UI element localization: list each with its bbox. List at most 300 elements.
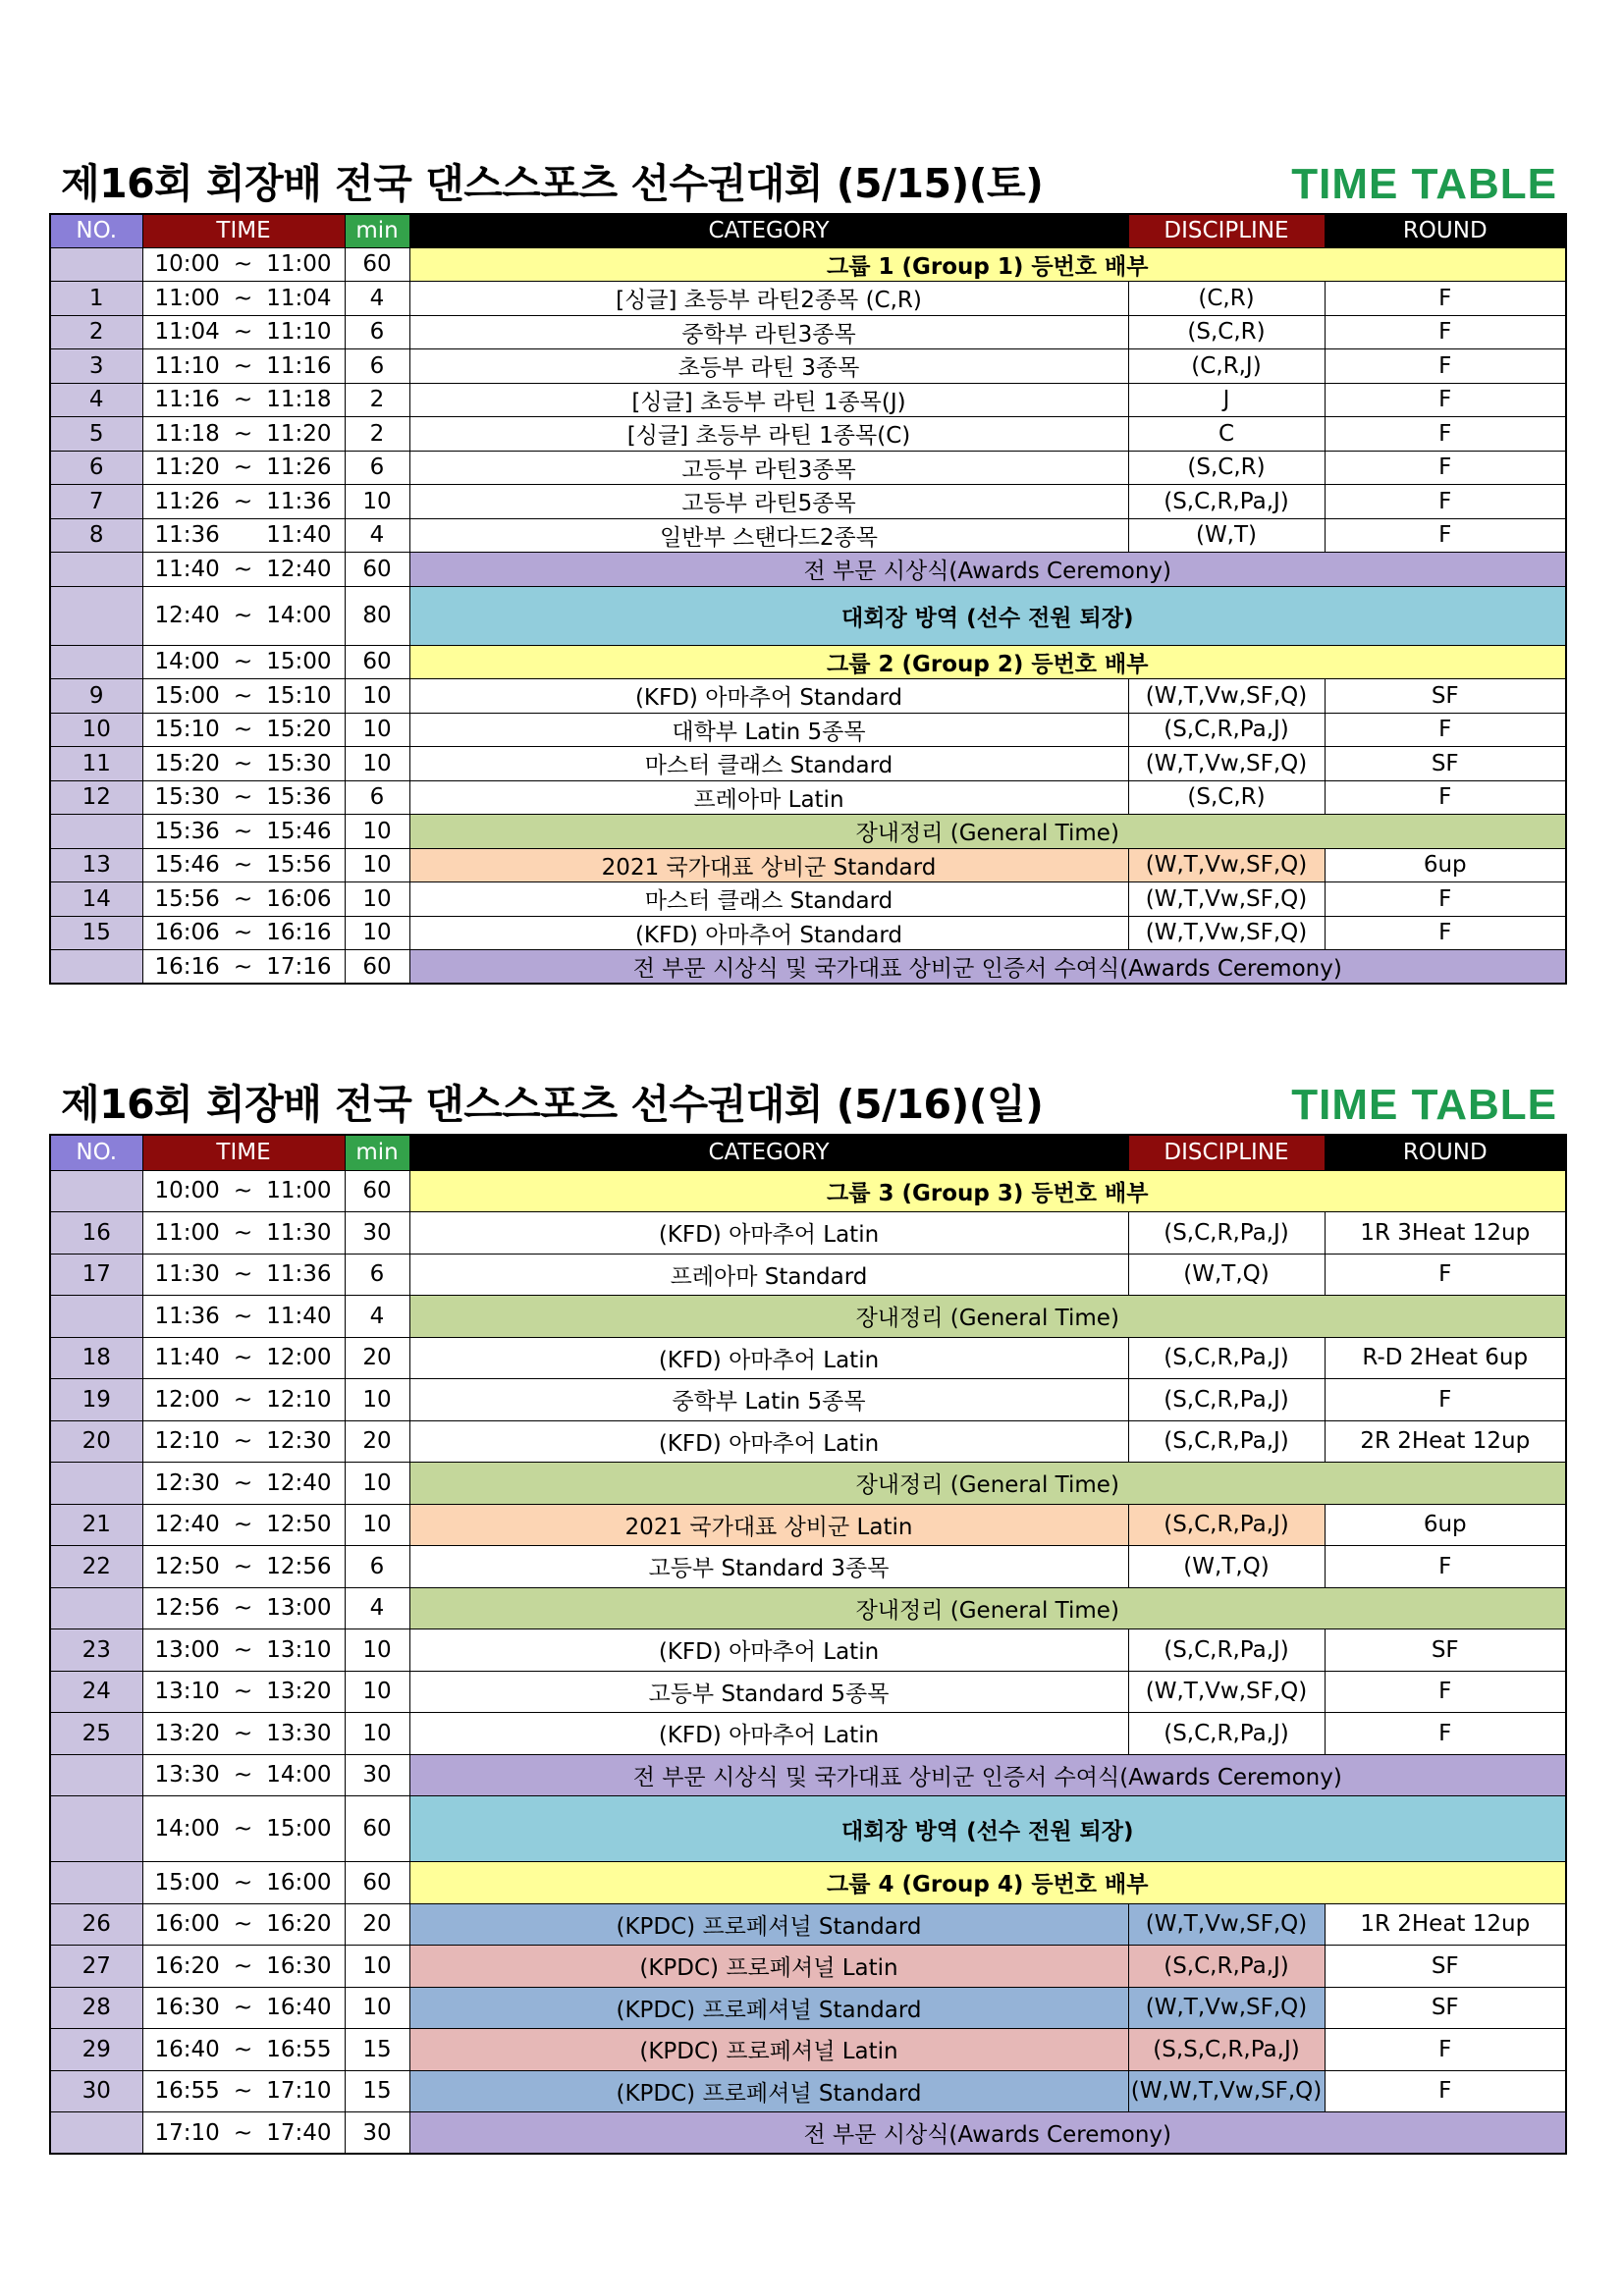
round: 1R 3Heat 12up [1325,1212,1566,1255]
minutes: 10 [345,679,409,714]
table-row [50,2029,1566,2071]
header-row [50,214,1566,247]
end-time: 11:18 [266,387,332,413]
start-time: 12:56 [154,1595,220,1622]
row-number: 22 [50,1546,142,1588]
round: F [1325,315,1566,349]
time-cell [142,1713,345,1755]
time-cell [142,451,345,485]
start-time: 11:20 [154,454,220,481]
minutes: 10 [345,1987,409,2029]
minutes: 10 [345,1379,409,1421]
start-time: 11:00 [154,1219,220,1246]
minutes: 60 [345,1796,409,1862]
minutes: 10 [345,882,409,917]
time-cell [142,1463,345,1505]
discipline: (S,C,R) [1128,315,1325,349]
round: SF [1325,679,1566,714]
end-time: 17:40 [266,2119,332,2146]
table-row [50,1587,1566,1629]
start-time: 11:00 [154,285,220,311]
row-number: 3 [50,349,142,384]
time-cell [142,553,345,587]
discipline: (S,C,R) [1128,451,1325,485]
table-row [50,417,1566,452]
end-time: 12:30 [266,1428,332,1455]
start-time: 15:30 [154,784,220,811]
end-time: 12:40 [266,556,332,582]
row-number: 12 [50,780,142,815]
minutes: 4 [345,1587,409,1629]
end-time: 15:10 [266,682,332,709]
category: 2021 국가대표 상비군 Standard [409,848,1128,882]
category: 중학부 라틴3종목 [409,315,1128,349]
row-number: 30 [50,2070,142,2112]
round: F [1325,882,1566,917]
minutes: 80 [345,586,409,645]
minutes: 10 [345,713,409,747]
category: 일반부 스탠다드2종목 [409,518,1128,553]
end-time: 15:46 [266,818,332,844]
time-separator: ~ [233,603,253,628]
minutes: 20 [345,1903,409,1946]
category: (KFD) 아마추어 Latin [409,1713,1128,1755]
time-separator: ~ [233,1869,253,1896]
time-cell [142,349,345,384]
time-cell [142,950,345,985]
event-banner: 그룹 2 (Group 2) 등번호 배부 [409,645,1566,679]
row-number [50,586,142,645]
row-number: 18 [50,1337,142,1379]
discipline: (W,T,Q) [1128,1254,1325,1296]
time-cell [142,882,345,917]
row-number: 17 [50,1254,142,1296]
time-cell [142,518,345,553]
event-banner: 전 부문 시상식(Awards Ceremony) [409,2112,1566,2155]
table-row [50,1629,1566,1672]
row-number: 8 [50,518,142,553]
discipline: (S,C,R,Pa,J) [1128,1713,1325,1755]
table-row [50,882,1566,917]
header-row [50,1135,1566,1170]
round: F [1325,282,1566,316]
time-cell [142,1337,345,1379]
time-cell [142,1903,345,1946]
category: [싱글] 초등부 라틴 1종목(C) [409,417,1128,452]
round: 6up [1325,1504,1566,1546]
row-number: 1 [50,282,142,316]
time-cell [142,1504,345,1546]
start-time: 11:26 [154,488,220,514]
row-number: 2 [50,315,142,349]
table-row [50,1379,1566,1421]
row-number: 10 [50,713,142,747]
time-cell [142,1379,345,1421]
table-row [50,679,1566,714]
start-time: 15:10 [154,717,220,743]
row-number [50,247,142,282]
event-banner: 장내정리 (General Time) [409,1296,1566,1338]
table-row [50,815,1566,849]
round: 6up [1325,848,1566,882]
minutes: 10 [345,1463,409,1505]
category: [싱글] 초등부 라틴 1종목(J) [409,383,1128,417]
end-time: 16:16 [266,920,332,946]
round: F [1325,713,1566,747]
minutes: 10 [345,1671,409,1713]
end-time: 11:40 [266,1303,332,1329]
round: F [1325,485,1566,519]
table-row [50,1754,1566,1796]
discipline: (W,T) [1128,518,1325,553]
table-row [50,1170,1566,1212]
end-time: 12:56 [266,1553,332,1579]
event-banner: 장내정리 (General Time) [409,1587,1566,1629]
start-time: 16:30 [154,1995,220,2021]
end-time: 12:00 [266,1345,332,1371]
end-time: 15:30 [266,750,332,776]
start-time: 14:00 [154,1816,220,1842]
table-row [50,247,1566,282]
row-number: 27 [50,1946,142,1988]
title-row [49,1075,1565,1134]
row-number: 16 [50,1212,142,1255]
end-time: 11:36 [266,488,332,514]
header-category: CATEGORY [409,1135,1128,1170]
event-banner: 대회장 방역 (선수 전원 퇴장) [409,1796,1566,1862]
table-row [50,2070,1566,2112]
category: 고등부 라틴3종목 [409,451,1128,485]
table-row [50,1337,1566,1379]
row-number [50,1754,142,1796]
table-row [50,1212,1566,1255]
round: 1R 2Heat 12up [1325,1903,1566,1946]
row-number [50,950,142,985]
minutes: 6 [345,1546,409,1588]
start-time: 11:36 [154,522,220,549]
round: F [1325,1671,1566,1713]
header-time: TIME [142,214,345,247]
header-category: CATEGORY [409,214,1128,247]
event-banner: 대회장 방역 (선수 전원 퇴장) [409,586,1566,645]
round: F [1325,916,1566,950]
minutes: 6 [345,780,409,815]
row-number [50,1796,142,1862]
minutes: 60 [345,1170,409,1212]
table-row [50,1862,1566,1904]
end-time: 11:30 [266,1219,332,1246]
start-time: 11:40 [154,556,220,582]
row-number: 4 [50,383,142,417]
end-time: 16:20 [266,1911,332,1938]
table-row [50,518,1566,553]
discipline: (S,C,R,Pa,J) [1128,1420,1325,1463]
start-time: 11:40 [154,1345,220,1371]
time-separator: ~ [233,454,253,481]
row-number: 25 [50,1713,142,1755]
start-time: 12:00 [154,1386,220,1413]
start-time: 14:00 [154,649,220,675]
time-cell [142,1170,345,1212]
end-time: 12:40 [266,1469,332,1496]
minutes: 20 [345,1420,409,1463]
row-number [50,1296,142,1338]
category: (KFD) 아마추어 Standard [409,679,1128,714]
table-row [50,553,1566,587]
time-cell [142,315,345,349]
category: (KFD) 아마추어 Latin [409,1337,1128,1379]
time-separator: ~ [233,352,253,379]
header-time: TIME [142,1135,345,1170]
row-number [50,1587,142,1629]
time-cell [142,1254,345,1296]
category: (KPDC) 프로페셔널 Latin [409,2029,1128,2071]
discipline: (W,T,Vw,SF,Q) [1128,1671,1325,1713]
minutes: 60 [345,645,409,679]
category: 프레아마 Standard [409,1254,1128,1296]
time-separator: ~ [233,2036,253,2062]
time-separator: ~ [233,682,253,709]
table-row [50,451,1566,485]
round: F [1325,518,1566,553]
discipline: (S,C,R,Pa,J) [1128,1504,1325,1546]
discipline: (S,C,R,Pa,J) [1128,1629,1325,1672]
time-cell [142,645,345,679]
row-number: 14 [50,882,142,917]
title-row [49,154,1565,213]
start-time: 10:00 [154,1178,220,1204]
start-time: 15:36 [154,818,220,844]
schedule-day2 [49,1075,1565,2155]
start-time: 17:10 [154,2119,220,2146]
discipline: (W,T,Vw,SF,Q) [1128,916,1325,950]
round: F [1325,1254,1566,1296]
start-time: 13:20 [154,1720,220,1746]
row-number: 28 [50,1987,142,2029]
row-number [50,1170,142,1212]
end-time: 13:30 [266,1720,332,1746]
table-row [50,780,1566,815]
time-separator: ~ [233,1720,253,1746]
category: (KFD) 아마추어 Latin [409,1629,1128,1672]
end-time: 11:10 [266,319,332,346]
time-separator: ~ [233,1679,253,1705]
end-time: 11:40 [266,522,332,549]
table-row [50,1254,1566,1296]
time-separator: ~ [233,1261,253,1288]
minutes: 30 [345,1754,409,1796]
time-cell [142,747,345,781]
discipline: (W,T,Vw,SF,Q) [1128,747,1325,781]
discipline: (S,C,R) [1128,780,1325,815]
start-time: 15:00 [154,1869,220,1896]
minutes: 30 [345,1212,409,1255]
table-row [50,747,1566,781]
category: 프레아마 Latin [409,780,1128,815]
time-separator: ~ [233,1816,253,1842]
row-number: 26 [50,1903,142,1946]
end-time: 13:00 [266,1595,332,1622]
time-separator: ~ [233,784,253,811]
end-time: 16:55 [266,2036,332,2062]
time-cell [142,815,345,849]
start-time: 11:30 [154,1261,220,1288]
time-separator: ~ [233,1469,253,1496]
category: (KFD) 아마추어 Latin [409,1212,1128,1255]
minutes: 10 [345,848,409,882]
time-cell [142,2029,345,2071]
minutes: 6 [345,451,409,485]
start-time: 13:10 [154,1679,220,1705]
category: 마스터 클래스 Standard [409,747,1128,781]
time-separator: ~ [233,251,253,278]
start-time: 12:50 [154,1553,220,1579]
page-title: 제16회 회장배 전국 댄스스포츠 선수권대회 (5/15)(토) [61,160,1044,207]
row-number: 21 [50,1504,142,1546]
end-time: 14:00 [266,603,332,628]
end-time: 11:16 [266,352,332,379]
discipline: (C,R,J) [1128,349,1325,384]
time-separator: ~ [233,649,253,675]
time-separator: ~ [233,1386,253,1413]
category: (KPDC) 프로페셔널 Standard [409,1903,1128,1946]
event-banner: 장내정리 (General Time) [409,1463,1566,1505]
header-min: min [345,1135,409,1170]
time-separator: ~ [233,750,253,776]
round: F [1325,1379,1566,1421]
event-banner: 그룹 3 (Group 3) 등번호 배부 [409,1170,1566,1212]
row-number: 13 [50,848,142,882]
table-row [50,950,1566,985]
round: SF [1325,1987,1566,2029]
minutes: 10 [345,1504,409,1546]
row-number [50,553,142,587]
table-row [50,916,1566,950]
minutes: 6 [345,1254,409,1296]
discipline: (W,T,Vw,SF,Q) [1128,1903,1325,1946]
category: (KPDC) 프로페셔널 Standard [409,1987,1128,2029]
time-separator: ~ [233,818,253,844]
row-number [50,1862,142,1904]
timetable [49,213,1567,985]
time-separator: ~ [233,1219,253,1246]
start-time: 15:20 [154,750,220,776]
start-time: 16:40 [154,2036,220,2062]
minutes: 6 [345,315,409,349]
category: 고등부 Standard 3종목 [409,1546,1128,1588]
discipline: (C,R) [1128,282,1325,316]
header-discipline: DISCIPLINE [1128,1135,1325,1170]
row-number: 6 [50,451,142,485]
event-banner: 그룹 4 (Group 4) 등번호 배부 [409,1862,1566,1904]
discipline: (S,S,C,R,Pa,J) [1128,2029,1325,2071]
start-time: 11:10 [154,352,220,379]
event-banner: 전 부문 시상식(Awards Ceremony) [409,553,1566,587]
start-time: 13:00 [154,1636,220,1663]
minutes: 4 [345,518,409,553]
discipline: (S,C,R,Pa,J) [1128,1337,1325,1379]
end-time: 12:10 [266,1386,332,1413]
time-cell [142,1671,345,1713]
header-round: ROUND [1325,214,1566,247]
time-cell [142,679,345,714]
header-no: NO. [50,1135,142,1170]
table-row [50,1463,1566,1505]
start-time: 15:46 [154,852,220,879]
round: F [1325,1546,1566,1588]
time-separator: ~ [233,1595,253,1622]
category: (KPDC) 프로페셔널 Standard [409,2070,1128,2112]
end-time: 17:16 [266,953,332,980]
round: F [1325,383,1566,417]
time-separator: ~ [233,717,253,743]
minutes: 2 [345,417,409,452]
time-separator: ~ [233,1178,253,1204]
end-time: 16:00 [266,1869,332,1896]
time-separator: ~ [233,1952,253,1979]
time-cell [142,1296,345,1338]
time-cell [142,848,345,882]
row-number: 7 [50,485,142,519]
minutes: 2 [345,383,409,417]
time-separator: ~ [233,1995,253,2021]
row-number: 19 [50,1379,142,1421]
time-separator: ~ [233,920,253,946]
minutes: 60 [345,950,409,985]
end-time: 13:10 [266,1636,332,1663]
minutes: 10 [345,815,409,849]
start-time: 15:56 [154,885,220,912]
round: R-D 2Heat 6up [1325,1337,1566,1379]
category: 고등부 Standard 5종목 [409,1671,1128,1713]
row-number: 24 [50,1671,142,1713]
time-cell [142,247,345,282]
start-time: 16:06 [154,920,220,946]
round: F [1325,451,1566,485]
discipline: (S,C,R,Pa,J) [1128,713,1325,747]
time-cell [142,383,345,417]
schedule-day1 [49,154,1565,985]
round: SF [1325,1946,1566,1988]
round: F [1325,2070,1566,2112]
minutes: 4 [345,1296,409,1338]
time-separator: ~ [233,1303,253,1329]
end-time: 12:50 [266,1512,332,1538]
minutes: 10 [345,747,409,781]
time-cell [142,1946,345,1988]
minutes: 10 [345,485,409,519]
row-number [50,645,142,679]
minutes: 15 [345,2029,409,2071]
event-banner: 전 부문 시상식 및 국가대표 상비군 인증서 수여식(Awards Ceremony) [409,950,1566,985]
start-time: 15:00 [154,682,220,709]
category: (KPDC) 프로페셔널 Latin [409,1946,1128,1988]
time-cell [142,417,345,452]
start-time: 11:36 [154,1303,220,1329]
time-cell [142,1212,345,1255]
row-number: 23 [50,1629,142,1672]
row-number: 5 [50,417,142,452]
time-cell [142,713,345,747]
row-number: 29 [50,2029,142,2071]
discipline: (S,C,R,Pa,J) [1128,1379,1325,1421]
category: (KFD) 아마추어 Latin [409,1420,1128,1463]
round: F [1325,349,1566,384]
minutes: 4 [345,282,409,316]
minutes: 15 [345,2070,409,2112]
round: F [1325,417,1566,452]
start-time: 12:40 [154,603,220,628]
